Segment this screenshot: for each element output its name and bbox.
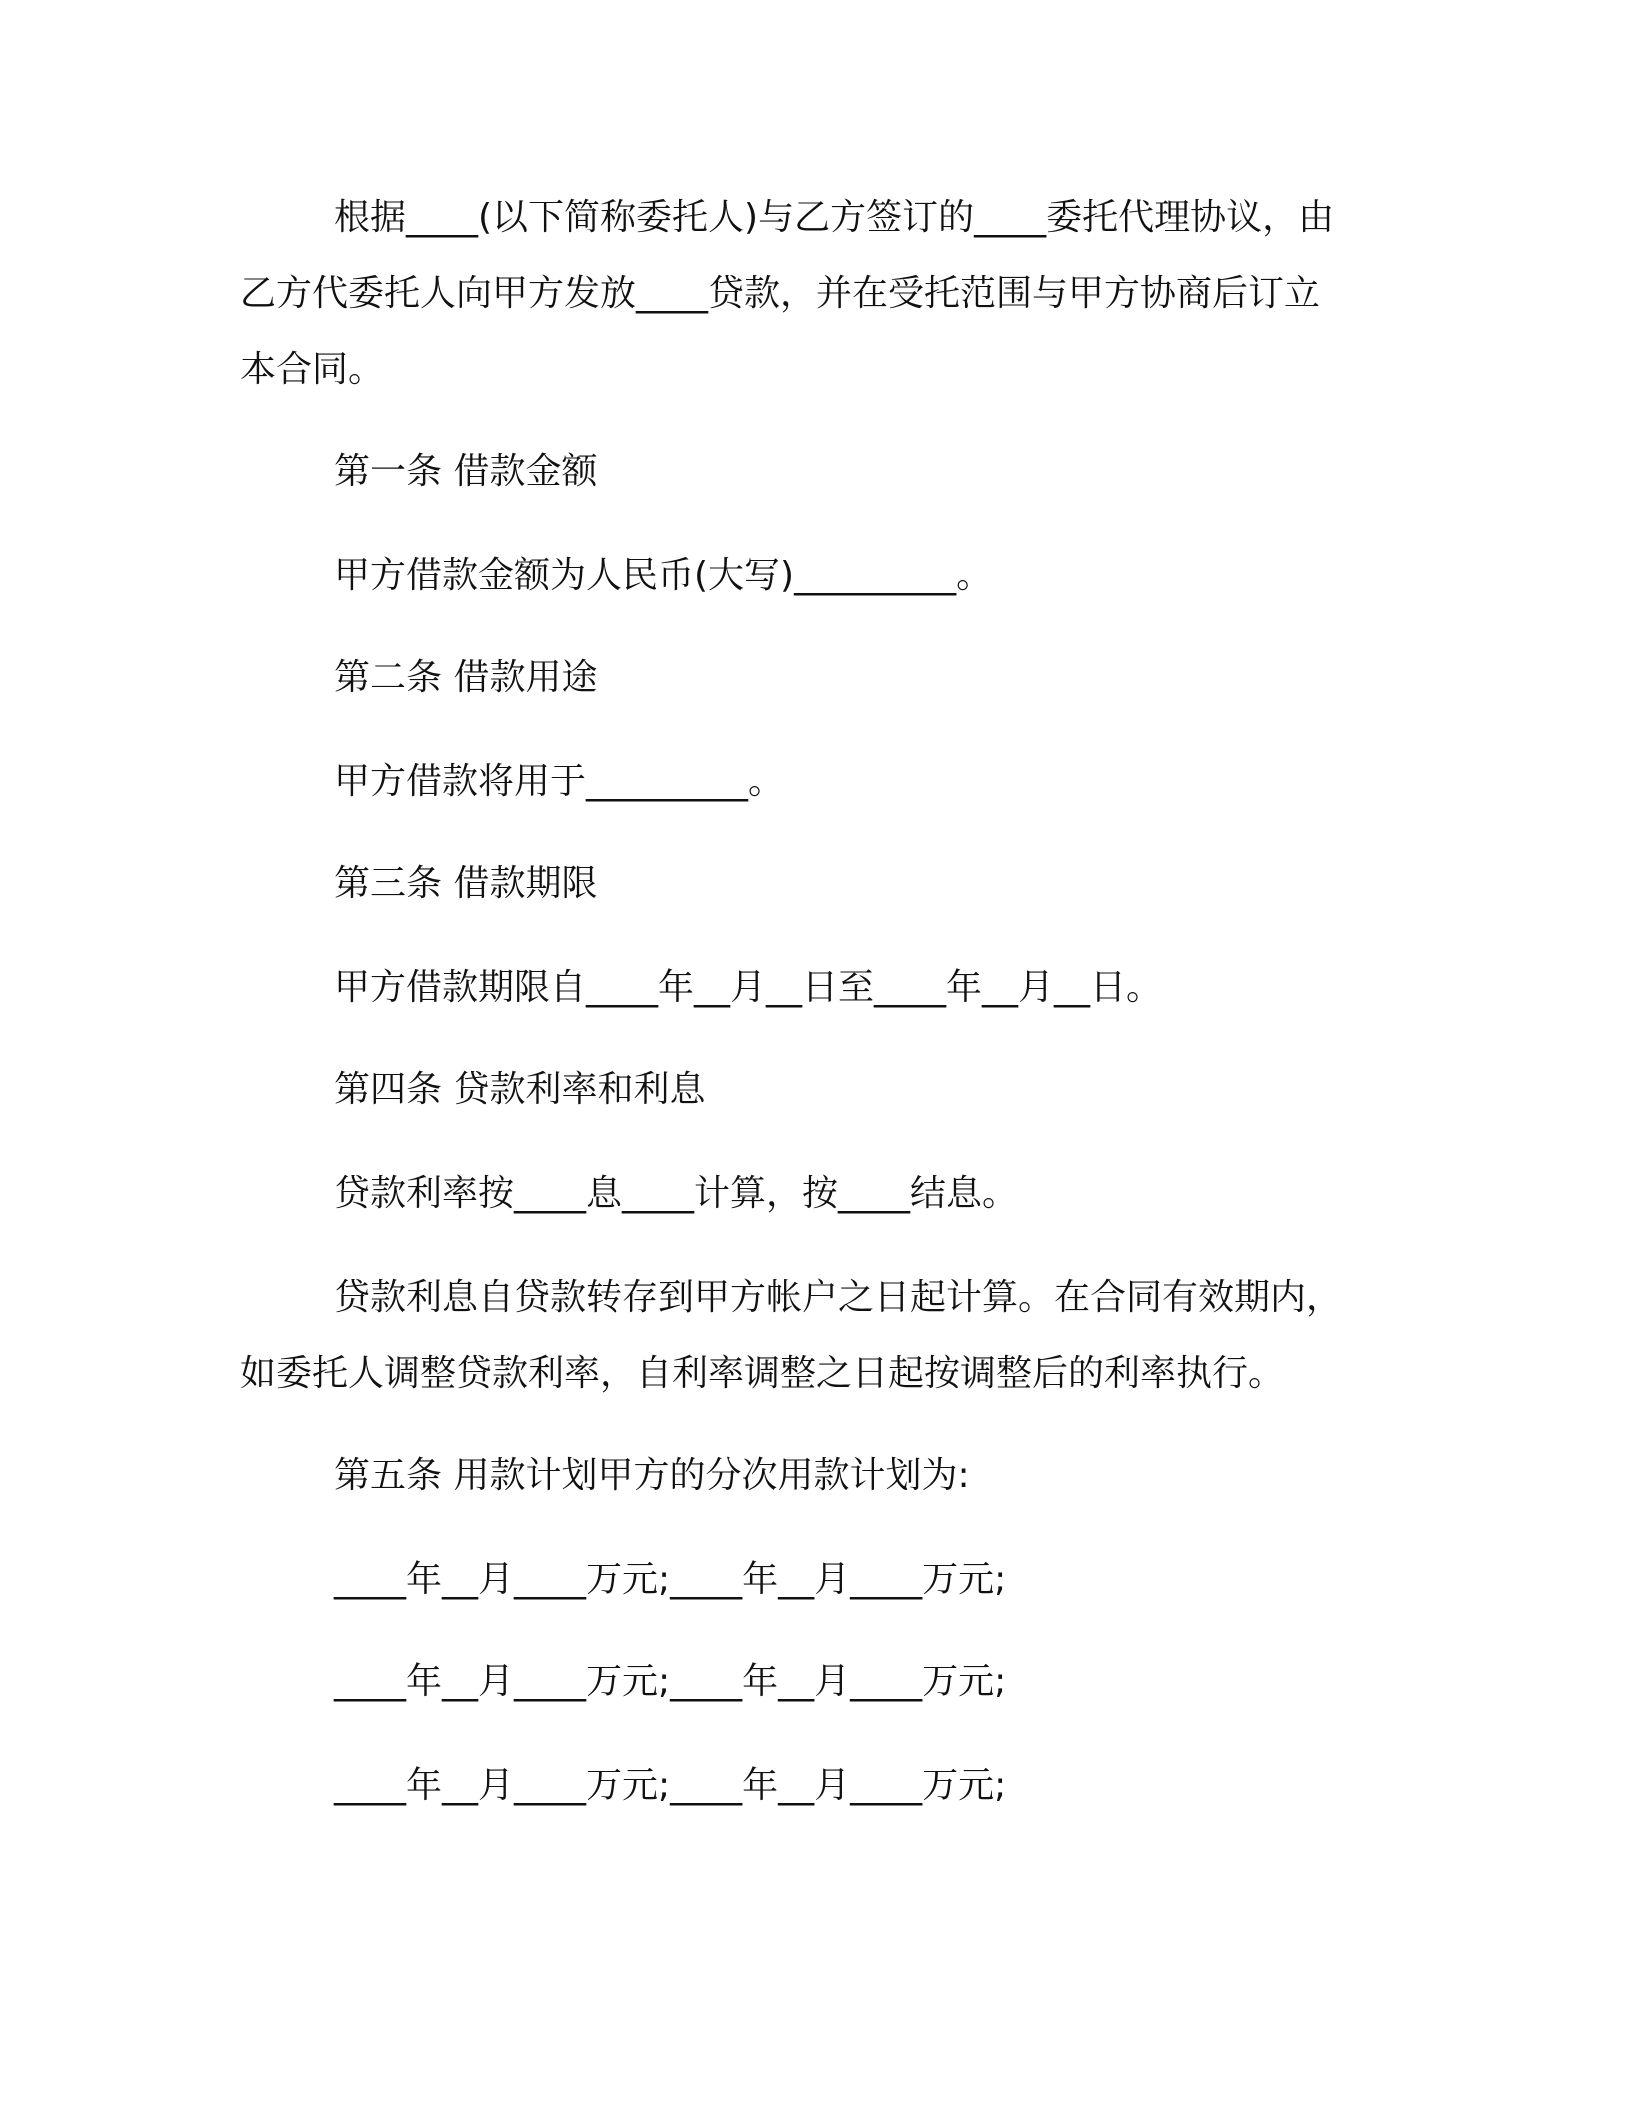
plan-line-1: ____年__月____万元;____年__月____万元; [334,1559,1007,1600]
article-4-body-2-line-2: 如委托人调整贷款利率，自利率调整之日起按调整后的利率执行。 [240,1353,1285,1394]
article-2-heading: 第二条 借款用途 [334,657,598,698]
article-3-heading: 第三条 借款期限 [334,863,598,904]
article-1-body: 甲方借款金额为人民币(大写)_________。 [334,555,993,596]
article-5-heading: 第五条 用款计划甲方的分次用款计划为: [334,1455,970,1496]
article-1-heading: 第一条 借款金额 [334,451,598,492]
intro-line-3: 本合同。 [240,349,385,390]
article-4-body-2-line-1: 贷款利息自贷款转存到甲方帐户之日起计算。在合同有效期内， [334,1277,1343,1318]
plan-line-3: ____年__月____万元;____年__月____万元; [334,1765,1007,1806]
intro-line-2: 乙方代委托人向甲方发放____贷款，并在受托范围与甲方协商后订立 [240,273,1321,314]
article-4-body-1: 贷款利率按____息____计算，按____结息。 [334,1173,1019,1214]
plan-line-2: ____年__月____万元;____年__月____万元; [334,1661,1007,1702]
article-2-body: 甲方借款将用于_________。 [334,761,785,802]
article-3-body: 甲方借款期限自____年__月__日至____年__月__日。 [334,967,1163,1008]
article-4-heading: 第四条 贷款利率和利息 [334,1069,706,1110]
intro-line-1: 根据____(以下简称委托人)与乙方签订的____委托代理协议，由 [334,197,1335,238]
